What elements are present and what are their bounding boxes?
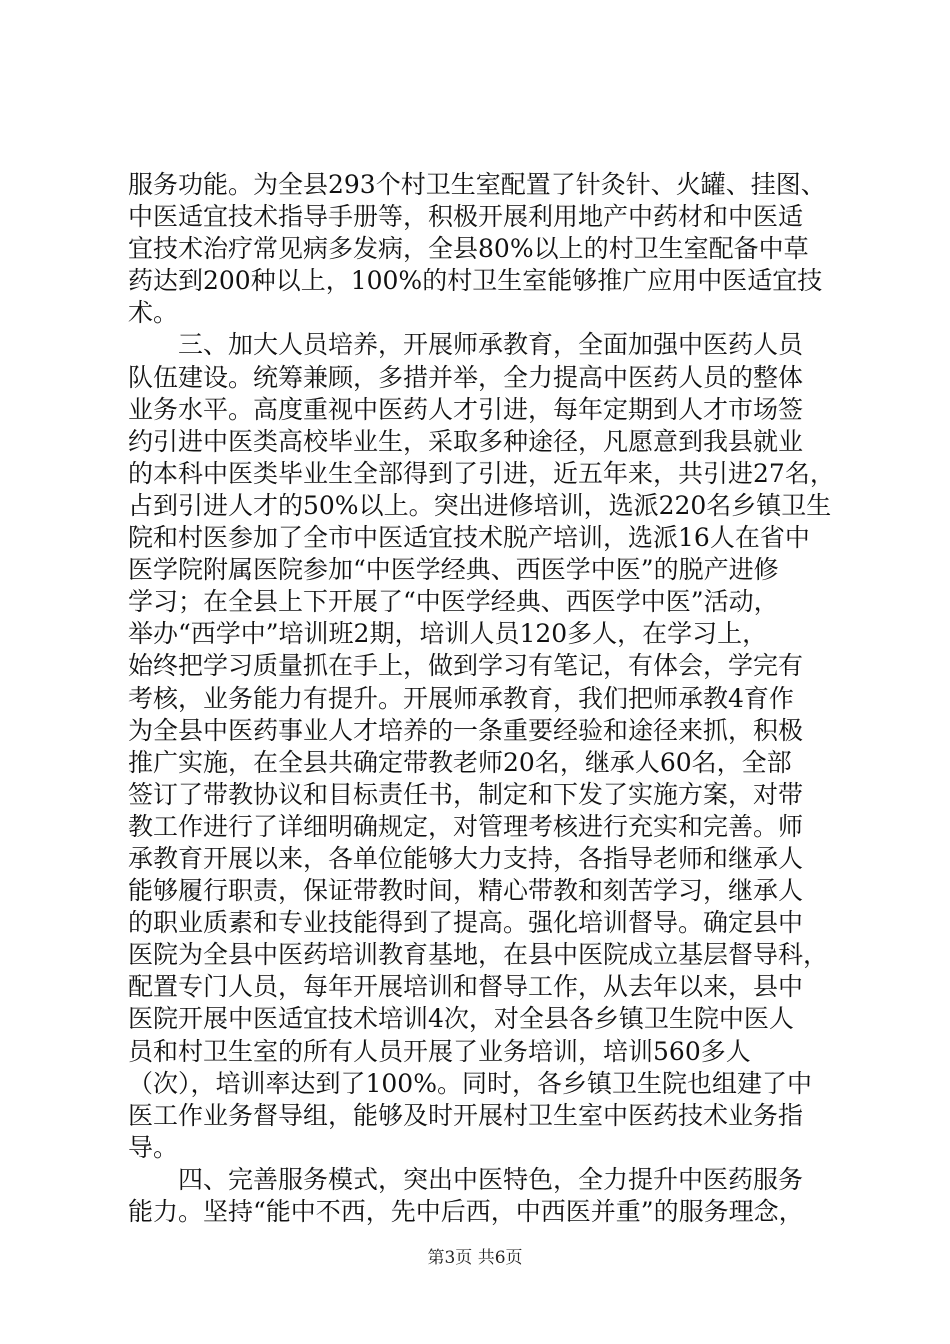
text-line: 员和村卫生室的所有人员开展了业务培训，培训560多人 <box>128 1036 751 1066</box>
text-line: 举办“西学中”培训班2期，培训人员120多人，在学习上， <box>128 619 768 649</box>
text-line: 三、加大人员培养，开展师承教育，全面加强中医药人员 <box>128 330 804 360</box>
text-line: 能够履行职责，保证带教时间，精心带教和刻苦学习，继承人 <box>128 876 804 906</box>
document-body <box>128 169 840 1228</box>
text-line: 医学院附属医院参加“中医学经典、西医学中医”的脱产进修 <box>128 555 779 585</box>
text-line: 推广实施，在全县共确定带教老师20名，继承人60名，全部 <box>128 747 792 777</box>
text-line: 考核，业务能力有提升。开展师承教育，我们把师承教4育作 <box>128 683 794 713</box>
text-line: 承教育开展以来，各单位能够大力支持，各指导老师和继承人 <box>128 843 804 873</box>
text-line: 配置专门人员，每年开展培训和督导工作，从去年以来，县中 <box>128 972 804 1002</box>
text-line: 服务功能。为全县293个村卫生室配置了针灸针、火罐、挂图、 <box>128 170 826 199</box>
text-line: 学习；在全县上下开展了“中医学经典、西医学中医”活动， <box>128 587 779 617</box>
text-line: 医院为全县中医药培训教育基地，在县中医院成立基层督导科， <box>128 940 829 970</box>
text-line: 医院开展中医适宜技术培训4次，对全县各乡镇卫生院中医人 <box>128 1004 794 1034</box>
text-line: 教工作进行了详细明确规定，对管理考核进行充实和完善。师 <box>128 811 804 841</box>
text-line: 约引进中医类高校毕业生，采取多种途径，凡愿意到我县就业 <box>128 426 804 456</box>
text-line: 始终把学习质量抓在手上，做到学习有笔记，有体会，学完有 <box>128 651 804 681</box>
text-line: 宜技术治疗常见病多发病，全县80%以上的村卫生室配备中草 <box>128 234 809 264</box>
text-line: 四、完善服务模式，突出中医特色，全力提升中医药服务 <box>128 1164 804 1194</box>
text-line: 为全县中医药事业人才培养的一条重要经验和途径来抓，积极 <box>128 715 804 745</box>
text-line: 的本科中医类毕业生全部得到了引进，近五年来，共引进27名， <box>128 458 835 488</box>
text-line: 签订了带教协议和目标责任书，制定和下发了实施方案，对带 <box>128 779 804 809</box>
page-number: 第3页 共6页 <box>427 1248 523 1268</box>
text-line: 能力。坚持“能中不西，先中后西，中西医并重”的服务理念， <box>128 1197 804 1226</box>
text-line: 中医适宜技术指导手册等，积极开展利用地产中药材和中医适 <box>128 202 804 232</box>
text-line: 的职业质素和专业技能得到了提高。强化培训督导。确定县中 <box>128 908 804 938</box>
text-line: 术。 <box>128 298 179 328</box>
text-line: 医工作业务督导组，能够及时开展村卫生室中医药技术业务指 <box>128 1100 804 1130</box>
text-line: 队伍建设。统筹兼顾，多措并举，全力提高中医药人员的整体 <box>128 362 804 392</box>
text-line: 导。 <box>128 1132 179 1162</box>
text-line: 院和村医参加了全市中医适宜技术脱产培训，选派16人在省中 <box>128 523 810 553</box>
text-line: 占到引进人才的50%以上。突出进修培训，选派220名乡镇卫生 <box>128 490 832 520</box>
text-line: 药达到200种以上，100%的村卫生室能够推广应用中医适宜技 <box>128 266 823 296</box>
text-line: 业务水平。高度重视中医药人才引进，每年定期到人才市场签 <box>128 394 804 424</box>
text-line: （次），培训率达到了100%。同时，各乡镇卫生院也组建了中 <box>128 1068 812 1098</box>
